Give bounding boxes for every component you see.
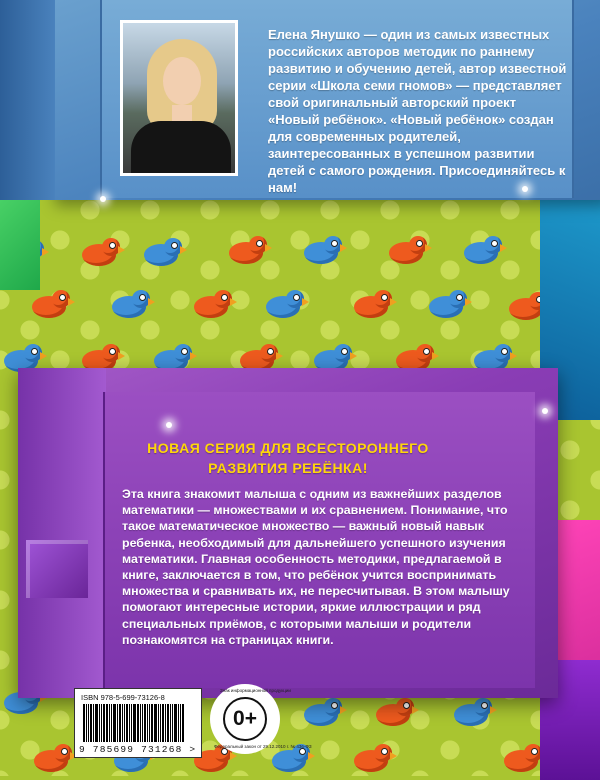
barcode-bar <box>178 704 179 742</box>
barcode-bar <box>182 704 184 742</box>
isbn-label: ISBN 978-5-699-73126-8 <box>81 693 165 702</box>
age-ring-text-bottom: Федеральный закон от 29.12.2010 г. № 436-ФЗ <box>214 744 312 749</box>
barcode-bar <box>151 704 153 742</box>
barcode-bar <box>90 704 92 742</box>
barcode-bar <box>111 704 112 742</box>
barcode-bar <box>158 704 159 742</box>
red-bird-illustration <box>350 290 396 320</box>
barcode-bar <box>106 704 108 742</box>
barcode-bar <box>103 704 105 742</box>
barcode-bar <box>142 704 143 742</box>
barcode-bar <box>119 704 121 742</box>
barcode-bar <box>162 704 164 742</box>
sparkle-icon <box>100 196 106 202</box>
sparkle-icon <box>166 422 172 428</box>
barcode-bar <box>147 704 148 742</box>
barcode-bar <box>83 704 85 742</box>
red-bird-illustration <box>225 236 271 266</box>
barcode-bar <box>133 704 136 742</box>
barcode-bar <box>172 704 173 742</box>
barcode-bar <box>137 704 139 742</box>
barcode-bar <box>167 704 169 742</box>
red-bird-illustration <box>190 290 236 320</box>
barcode-bar <box>113 704 116 742</box>
author-photo <box>120 20 238 176</box>
red-bird-illustration <box>350 744 396 774</box>
blue-bird-illustration <box>300 236 346 266</box>
barcode-block <box>74 688 202 758</box>
red-bird-illustration <box>385 236 431 266</box>
barcode-bar <box>129 704 130 742</box>
barcode-bar <box>101 704 102 742</box>
barcode-number: 9 785699 731268 > <box>79 744 197 755</box>
barcode-bar <box>88 704 89 742</box>
sparkle-icon <box>542 408 548 414</box>
blue-bird-illustration <box>140 238 186 268</box>
age-ring-text-top: Знак информационной продукции <box>220 688 291 693</box>
barcode-bar <box>149 704 150 742</box>
red-bird-illustration <box>78 238 124 268</box>
blue-bird-illustration <box>460 236 506 266</box>
barcode-bar <box>160 704 161 742</box>
barcode-bar <box>154 704 157 742</box>
barcode-bar <box>140 704 141 742</box>
author-bio: Елена Янушко — один из самых известных российских авторов методик по раннему развитию и обучению детей, автор известной серии «Школа семи гномов» — представляет свой оригинальный авторский проект «Новый ребёнок». «Новый ребёнок» создан для современных родителей, заинтересованных в успешном развитии детей с самого рождения. Присоединяйтесь к нам! <box>268 27 567 195</box>
barcode-bar <box>165 704 166 742</box>
purple-cube-shape <box>26 540 88 598</box>
barcode-bar <box>93 704 94 742</box>
barcode-bar <box>117 704 118 742</box>
blue-bird-illustration <box>300 698 346 728</box>
barcode-bar <box>99 704 100 742</box>
description-panel-side <box>18 368 106 698</box>
headline-line-1: НОВАЯ СЕРИЯ ДЛЯ ВСЕСТОРОННЕГО <box>147 440 429 456</box>
barcode-bar <box>131 704 132 742</box>
barcode-bar <box>180 704 181 742</box>
barcode-bar <box>124 704 125 742</box>
barcode-bar <box>122 704 123 742</box>
red-bird-illustration <box>30 744 76 774</box>
sparkle-icon <box>522 186 528 192</box>
age-rating-badge <box>210 684 312 754</box>
barcode-bar <box>170 704 171 742</box>
barcode-bar <box>109 704 110 742</box>
red-bird-illustration <box>372 698 418 728</box>
barcode-bars <box>83 704 195 742</box>
blue-bird-illustration <box>450 698 496 728</box>
barcode-bar <box>126 704 128 742</box>
barcode-bar <box>95 704 98 742</box>
blue-bird-illustration <box>108 290 154 320</box>
blue-bird-illustration <box>425 290 471 320</box>
headline-line-2: РАЗВИТИЯ РЕБЁНКА! <box>208 460 368 476</box>
series-headline <box>118 438 458 478</box>
barcode-bar <box>174 704 177 742</box>
book-description: Эта книга знакомит малыша с одним из важнейших разделов математики — множествами и их сравнением. Понимание, что такое математическое множество — важный новый навык ребенка, необходимый для дальнейшего успешного изучения математики. Главная особенность методики, предлагаемой в книге, заключается в том, что ребёнок учится воспринимать множества и сравнивать их, не пересчитывая. В этом малышу помогают интересные истории, яркие иллюстрации и ряд специальных приёмов, с которыми малыши и родители познакомятся на страницах книги. <box>122 487 510 647</box>
barcode-bar <box>86 704 87 742</box>
red-bird-illustration <box>28 290 74 320</box>
barcode-bar <box>144 704 146 742</box>
blue-bird-illustration <box>262 290 308 320</box>
age-rating-value: 0+ <box>223 697 267 741</box>
